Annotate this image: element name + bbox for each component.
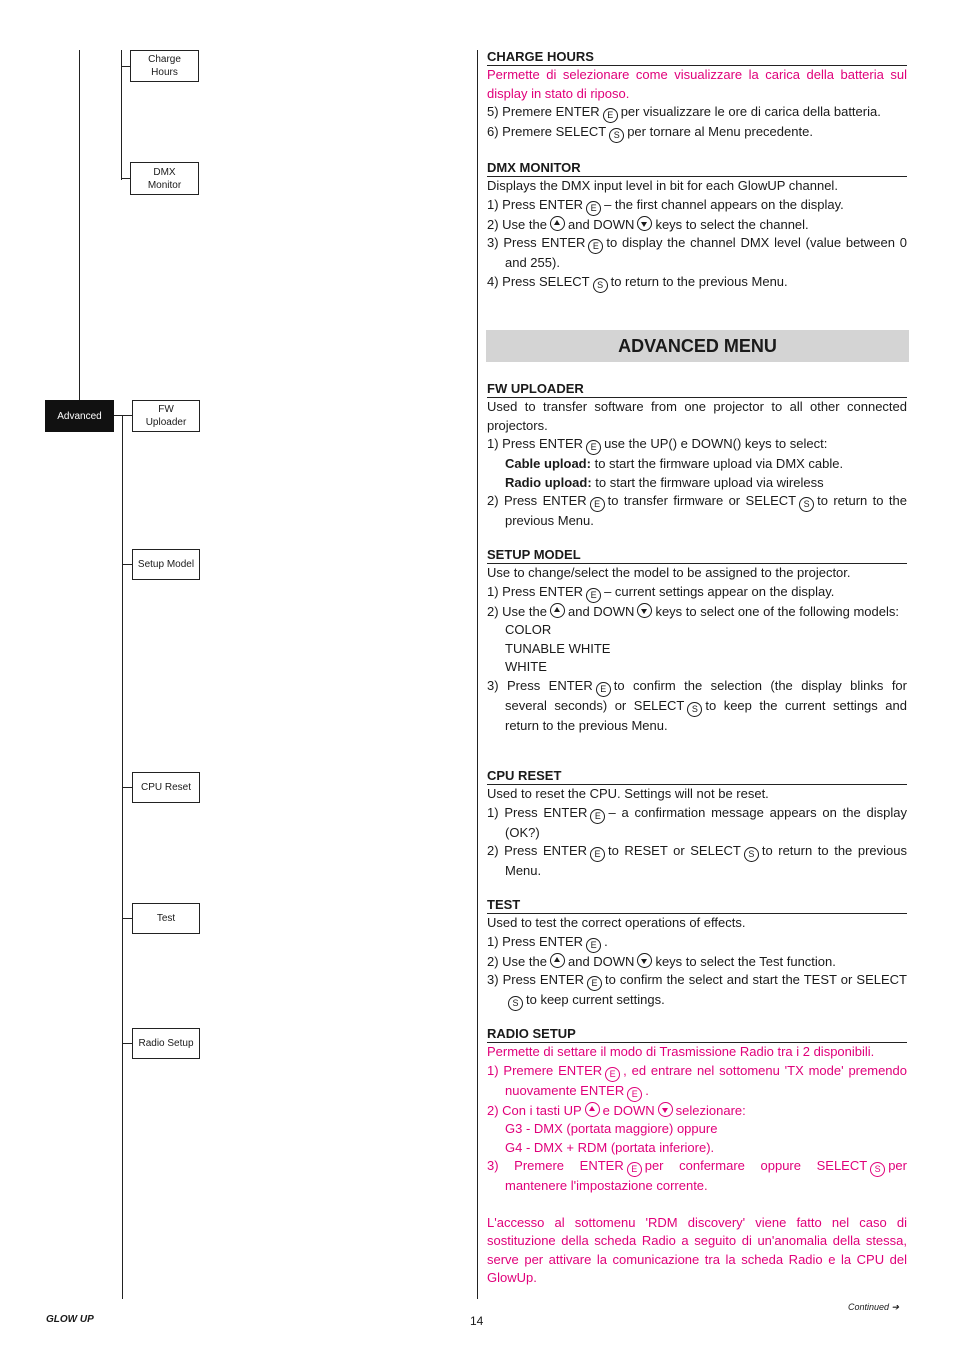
model-option: COLOR <box>505 622 552 637</box>
step: 3) Press ENTER E to confirm the select and start the TEST or SELECTS to keep current settings. <box>487 971 907 1011</box>
enter-key-icon: E <box>605 1067 620 1082</box>
tree-top-branch-line <box>121 50 122 180</box>
select-key-icon: S <box>609 128 624 143</box>
step: 3) Premere ENTER E per confermare oppure SELECT S per mantenere l'impostazione corrente. <box>487 1158 907 1193</box>
step: 5) Premere ENTER E per visualizzare le ore di carica della batteria. <box>487 103 907 123</box>
step: 1) Press ENTER E – current settings appear on the display. <box>487 583 907 603</box>
tree-connector <box>122 564 132 565</box>
section-description: Used to reset the CPU. Settings will not be reset. <box>487 786 769 801</box>
step: 3) Press ENTER E to confirm the selection (the display blinks for several seconds) or SELECT S to keep the current settings and return to the previous Menu. <box>487 677 907 733</box>
menu-setup-model <box>132 549 200 580</box>
enter-key-icon: E <box>627 1087 642 1102</box>
section-charge-hours <box>487 48 907 143</box>
menu-cpu-reset <box>132 772 200 803</box>
section-fw-uploader <box>487 380 907 531</box>
step: 1) Press ENTER E – a confirmation message appears on the display (OK?) <box>487 804 907 840</box>
model-option: WHITE <box>505 659 547 674</box>
section-title: FW UPLOADER <box>487 380 907 398</box>
up-arrow-icon <box>550 216 565 231</box>
up-arrow-icon <box>585 1102 600 1117</box>
enter-key-icon: E <box>587 976 602 991</box>
section-description: Used to transfer software from one projector to all other connected projectors. <box>487 399 907 433</box>
enter-key-icon: E <box>586 938 601 953</box>
section-title: DMX MONITOR <box>487 159 907 177</box>
option-cable-upload: Cable upload: to start the firmware upload via DMX cable. <box>505 456 844 471</box>
down-arrow-icon <box>637 603 652 618</box>
advanced-menu-heading: ADVANCED MENU <box>486 330 909 362</box>
radio-option-g4: G4 - DMX + RDM (portata inferiore). <box>505 1139 715 1155</box>
section-description: Use to change/select the model to be assigned to the projector. <box>487 565 851 580</box>
enter-key-icon: E <box>590 497 605 512</box>
select-key-icon: S <box>687 702 702 717</box>
step: 2) Press ENTER E to RESET or SELECT S to return to the previous Menu. <box>487 843 907 878</box>
select-key-icon: S <box>799 497 814 512</box>
enter-key-icon: E <box>588 239 603 254</box>
menu-label: DMX Monitor <box>147 166 182 191</box>
down-arrow-icon <box>637 953 652 968</box>
step: 1) Press ENTER E use the UP() e DOWN() keys to select: <box>487 435 907 455</box>
section-description: Permette di selezionare come visualizzare la carica della batteria sul display in stato di riposo. <box>487 67 907 101</box>
tree-connector <box>122 1043 132 1044</box>
section-title: RADIO SETUP <box>487 1025 907 1043</box>
section-description: Permette di settare il modo di Trasmissione Radio tra i 2 disponibili. <box>487 1044 875 1059</box>
menu-fw-uploader <box>132 400 200 432</box>
menu-radio-setup <box>132 1028 200 1059</box>
enter-key-icon: E <box>596 682 611 697</box>
continued-label: Continued ➔ <box>848 1302 900 1312</box>
menu-test <box>132 903 200 934</box>
step: 2) Press ENTER E to transfer firmware or SELECT S to return to the previous Menu. <box>487 493 907 528</box>
menu-dmx-monitor <box>130 162 199 195</box>
up-arrow-icon <box>550 953 565 968</box>
menu-charge-hours <box>130 50 199 82</box>
menu-label: Setup Model <box>137 559 195 570</box>
section-title: SETUP MODEL <box>487 546 907 564</box>
step: 2) Use the and DOWN keys to select one of the following models: <box>487 603 899 619</box>
model-option: TUNABLE WHITE <box>505 640 611 656</box>
enter-key-icon: E <box>590 847 605 862</box>
tree-connector <box>121 178 130 179</box>
radio-note: L'accesso al sottomenu 'RDM discovery' viene fatto nel caso di sostituzione della scheda Radio a seguito di un'anomalia della stessa, serve per attivare la comunicazione tra la scheda Radio e la CPU del GlowUp. <box>487 1214 907 1285</box>
step: 3) Press ENTER E to display the channel DMX level (value between 0 and 255). <box>487 235 907 270</box>
select-key-icon: S <box>744 847 759 862</box>
menu-label: Charge Hours <box>148 54 181 78</box>
select-key-icon: S <box>870 1162 885 1177</box>
section-setup-model <box>487 546 907 735</box>
select-key-icon: S <box>508 996 523 1011</box>
section-title: TEST <box>487 896 907 914</box>
section-description: Used to test the correct operations of effects. <box>487 915 746 930</box>
step: 1) Press ENTER E – the first channel appears on the display. <box>487 196 907 216</box>
down-arrow-icon <box>658 1102 673 1117</box>
option-radio-upload: Radio upload: to start the firmware upload via wireless <box>505 474 824 490</box>
menu-label: Test <box>156 913 176 924</box>
step: 2) Use the and DOWN keys to select the Test function. <box>487 953 836 969</box>
step: 2) Use the and DOWN keys to select the channel. <box>487 216 809 232</box>
enter-key-icon: E <box>590 809 605 824</box>
tree-connector <box>121 66 130 67</box>
step: 1) Press ENTER E . <box>487 933 907 953</box>
menu-label: FW Uploader <box>145 404 187 428</box>
enter-key-icon: E <box>586 440 601 455</box>
section-radio-setup <box>487 1025 907 1288</box>
menu-label: CPU Reset <box>140 782 191 793</box>
section-dmx-monitor <box>487 159 907 293</box>
down-arrow-icon <box>637 216 652 231</box>
enter-key-icon: E <box>586 588 601 603</box>
menu-label: Advanced <box>57 410 102 422</box>
footer-brand: GLOW UP <box>46 1314 94 1325</box>
section-test <box>487 896 907 1011</box>
tree-trunk-line <box>79 50 80 400</box>
section-description: Displays the DMX input level in bit for each GlowUP channel. <box>487 178 838 193</box>
page-number: 14 <box>470 1314 484 1328</box>
step: 6) Premere SELECT S per tornare al Menu precedente. <box>487 123 907 143</box>
tree-connector <box>122 918 132 919</box>
section-title: CPU RESET <box>487 767 907 785</box>
section-cpu-reset <box>487 767 907 881</box>
menu-advanced <box>45 400 114 432</box>
up-arrow-icon <box>550 603 565 618</box>
tree-advanced-branch-line <box>122 415 123 1299</box>
enter-key-icon: E <box>586 201 601 216</box>
step: 4) Press SELECT S to return to the previous Menu. <box>487 273 907 293</box>
menu-label: Radio Setup <box>138 1038 194 1049</box>
tree-connector <box>114 415 132 416</box>
step: 1) Premere ENTER E , ed entrare nel sottomenu 'TX mode' premendo nuovamente ENTER E . <box>487 1062 907 1102</box>
radio-option-g3: G3 - DMX (portata maggiore) oppure <box>505 1121 718 1136</box>
tree-connector <box>122 787 132 788</box>
enter-key-icon: E <box>603 108 618 123</box>
step: 2) Con i tasti UP e DOWN selezionare: <box>487 1102 746 1118</box>
column-divider <box>477 50 478 1299</box>
enter-key-icon: E <box>627 1162 642 1177</box>
select-key-icon: S <box>593 278 608 293</box>
section-title: CHARGE HOURS <box>487 48 907 66</box>
